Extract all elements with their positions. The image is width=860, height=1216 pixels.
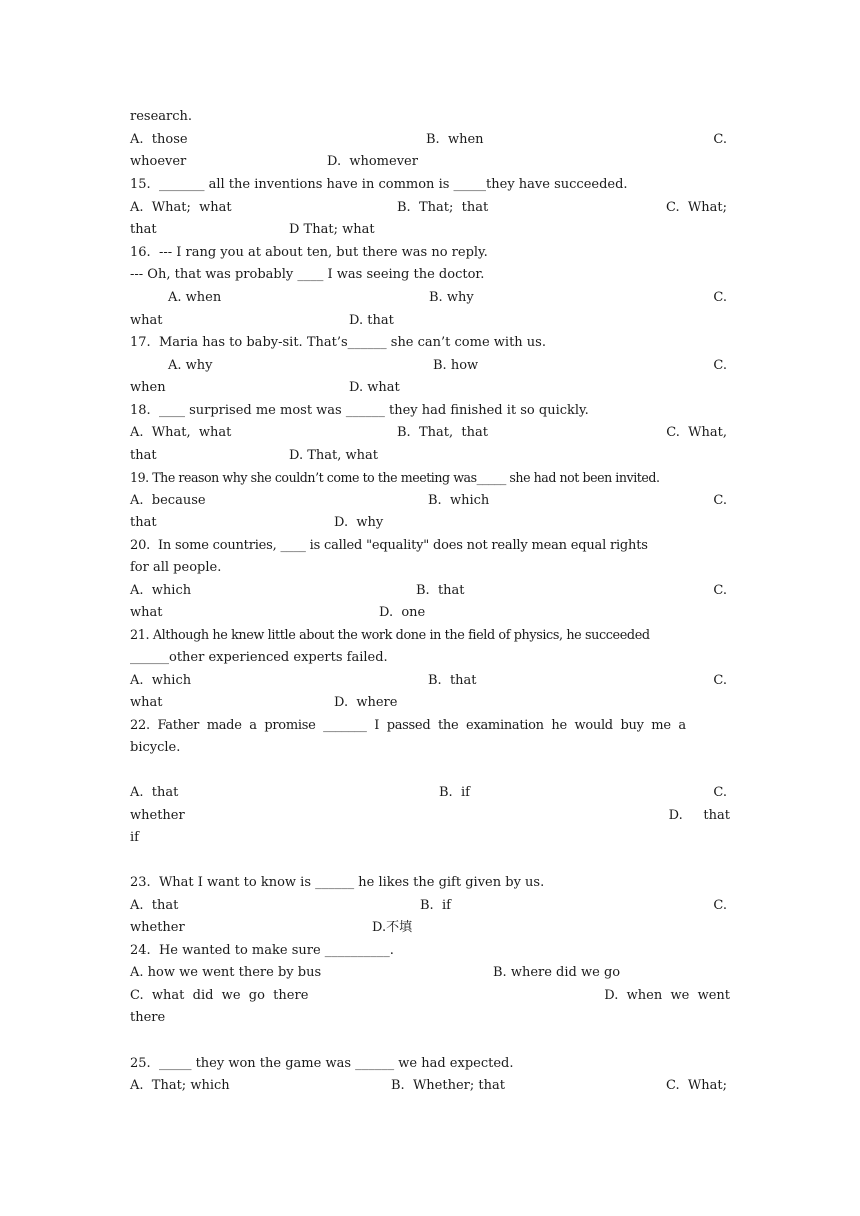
option-c: C. What, [666, 425, 727, 440]
option-b: B. That, that [397, 425, 488, 440]
option-a: A. which [130, 673, 192, 688]
question-25: 25. _____ they won the game was ______ we had expected. [130, 1056, 514, 1071]
question-19: 19. The reason why she couldn’t come to the meeting was_____ she had not been invited. [130, 470, 660, 485]
question-20: 20. In some countries, ____ is called "equality" does not really mean equal rights [130, 538, 648, 553]
question-17: 17. Maria has to baby-sit. That’s______ she can’t come with us. [130, 335, 546, 350]
option-c-text: what [130, 313, 163, 328]
question-16: 16. --- I rang you at about ten, but there was no reply. [130, 245, 488, 260]
option-a: A. that [130, 785, 179, 800]
option-a: A. why [168, 358, 213, 373]
option-b: B. if [420, 898, 451, 913]
question-20-cont: for all people. [130, 560, 222, 575]
option-a: A. which [130, 583, 192, 598]
option-c-text: what [130, 695, 163, 710]
option-d-cont: there [130, 1010, 166, 1025]
option-d: D. That, what [289, 448, 378, 463]
option-c: C. [713, 493, 727, 508]
option-b: B. which [428, 493, 490, 508]
option-c-text: when [130, 380, 166, 395]
question-21-cont: ______other experienced experts failed. [130, 650, 388, 665]
option-c-text: that [130, 515, 157, 530]
option-c-text: that [130, 222, 157, 237]
option-b: B. when [426, 132, 484, 147]
option-d: D.不填 [372, 920, 413, 935]
option-c: C. [713, 898, 727, 913]
question-24: 24. He wanted to make sure __________. [130, 943, 394, 958]
option-b: B. that [428, 673, 477, 688]
option-c-text: whether [130, 920, 185, 935]
option-d: D. where [334, 695, 398, 710]
option-b: B. where did we go [493, 965, 621, 980]
option-b: B. how [433, 358, 479, 373]
question-18: 18. ____ surprised me most was ______ they had finished it so quickly. [130, 403, 589, 418]
question-15: 15. _______ all the inventions have in common is _____they have succeeded. [130, 177, 628, 192]
option-d-cont: if [130, 830, 139, 845]
option-d: D. whomever [327, 154, 418, 169]
option-c-text: what [130, 605, 163, 620]
question-22: 22. Father made a promise _______ I passed the examination he would buy me a [130, 718, 686, 733]
option-d: D. when we went [604, 988, 730, 1003]
option-c: C. [713, 132, 727, 147]
option-c-text: whether [130, 808, 185, 823]
option-c: C. What; [666, 200, 727, 215]
option-b: B. That; that [397, 200, 489, 215]
option-c-text: whoever [130, 154, 187, 169]
option-b: B. that [416, 583, 465, 598]
option-a: A. how we went there by bus [130, 965, 322, 980]
option-c: C. [713, 358, 727, 373]
option-a: A. What, what [130, 425, 232, 440]
question-23: 23. What I want to know is ______ he likes the gift given by us. [130, 875, 545, 890]
text-line: research. [130, 109, 193, 124]
question-16-reply: --- Oh, that was probably ____ I was seeing the doctor. [130, 267, 485, 282]
question-21: 21. Although he knew little about the work done in the field of physics, he succeeded [130, 628, 650, 643]
option-c-text: that [130, 448, 157, 463]
option-a: A. That; which [130, 1078, 230, 1093]
option-c: C. [713, 673, 727, 688]
option-a: A. What; what [130, 200, 232, 215]
option-c: C. [713, 583, 727, 598]
option-a: A. when [168, 290, 222, 305]
option-d: D. that [668, 808, 730, 823]
option-c: C. what did we go there [130, 988, 309, 1003]
option-b: B. Whether; that [391, 1078, 505, 1093]
option-d: D. that [349, 313, 394, 328]
option-a: A. those [130, 132, 188, 147]
option-d: D. one [379, 605, 426, 620]
option-c: C. [713, 785, 727, 800]
question-22-cont: bicycle. [130, 740, 181, 755]
option-d: D. what [349, 380, 400, 395]
option-row [130, 1077, 730, 1167]
option-a: A. that [130, 898, 179, 913]
option-d: D. why [334, 515, 384, 530]
option-c: C. [713, 290, 727, 305]
option-a: A. because [130, 493, 206, 508]
option-b: B. why [429, 290, 474, 305]
option-c: C. What; [666, 1078, 727, 1093]
option-d: D That; what [289, 222, 375, 237]
option-b: B. if [439, 785, 470, 800]
